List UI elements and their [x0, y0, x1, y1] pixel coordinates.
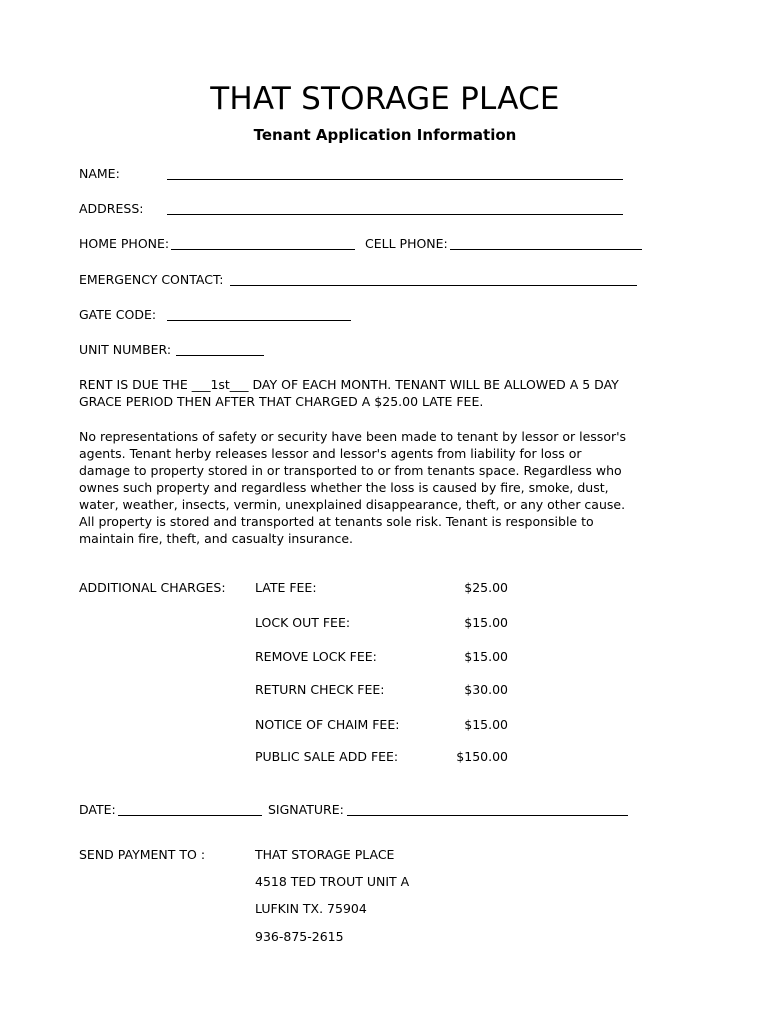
date-field[interactable] [118, 815, 262, 816]
charge-amount: $150.00 [456, 749, 508, 764]
cell-phone-label: CELL PHONE: [365, 236, 448, 251]
payment-phone: 936-875-2615 [255, 929, 344, 944]
charge-name: NOTICE OF CHAIM FEE: [255, 717, 400, 732]
charge-amount: $25.00 [464, 580, 508, 595]
page-title: THAT STORAGE PLACE [210, 81, 560, 117]
charge-amount: $15.00 [464, 717, 508, 732]
charge-name: REMOVE LOCK FEE: [255, 649, 377, 664]
disclaimer-line: All property is stored and transported at tenants sole risk. Tenant is responsible to [79, 514, 594, 529]
emergency-contact-label: EMERGENCY CONTACT: [79, 272, 224, 287]
disclaimer-line: No representations of safety or security have been made to tenant by lessor or lessor's [79, 429, 627, 444]
charge-amount: $30.00 [464, 682, 508, 697]
payment-address-line: 4518 TED TROUT UNIT A [255, 874, 410, 889]
address-field[interactable] [167, 214, 623, 215]
signature-field[interactable] [347, 815, 628, 816]
rent-terms [79, 376, 689, 410]
charge-name: LATE FEE: [255, 580, 317, 595]
charge-amount: $15.00 [464, 649, 508, 664]
send-payment-label: SEND PAYMENT TO : [79, 847, 206, 862]
liability-disclaimer [79, 428, 689, 547]
charge-name: PUBLIC SALE ADD FEE: [255, 749, 399, 764]
home-phone-field[interactable] [171, 249, 355, 250]
disclaimer-line: ownes such property and regardless whether the loss is caused by fire, smoke, dust, [79, 480, 609, 495]
address-label: ADDRESS: [79, 201, 144, 216]
date-label: DATE: [79, 802, 116, 817]
gate-code-field[interactable] [167, 320, 351, 321]
disclaimer-line: maintain fire, theft, and casualty insurance. [79, 531, 354, 546]
disclaimer-line: water, weather, insects, vermin, unexplained disappearance, theft, or any other cause. [79, 497, 626, 512]
charge-name: LOCK OUT FEE: [255, 615, 351, 630]
additional-charges-label: ADDITIONAL CHARGES: [79, 580, 226, 595]
unit-number-label: UNIT NUMBER: [79, 342, 172, 357]
disclaimer-line: agents. Tenant herby releases lessor and lessor's agents from liability for loss or [79, 446, 582, 461]
payment-address-line: THAT STORAGE PLACE [255, 847, 395, 862]
emergency-contact-field[interactable] [230, 285, 637, 286]
rent-line: GRACE PERIOD THEN AFTER THAT CHARGED A $25.00 LATE FEE. [79, 394, 484, 409]
gate-code-label: GATE CODE: [79, 307, 157, 322]
charge-name: RETURN CHECK FEE: [255, 682, 385, 697]
disclaimer-line: damage to property stored in or transported to or from tenants space. Regardless who [79, 463, 622, 478]
charge-amount: $15.00 [464, 615, 508, 630]
signature-label: SIGNATURE: [268, 802, 344, 817]
name-label: NAME: [79, 166, 120, 181]
cell-phone-field[interactable] [450, 249, 642, 250]
rent-line: RENT IS DUE THE ___1st___ DAY OF EACH MONTH. TENANT WILL BE ALLOWED A 5 DAY [79, 377, 619, 392]
page-subtitle: Tenant Application Information [253, 126, 517, 144]
name-field[interactable] [167, 179, 623, 180]
home-phone-label: HOME PHONE: [79, 236, 170, 251]
unit-number-field[interactable] [176, 355, 264, 356]
payment-address-line: LUFKIN TX. 75904 [255, 901, 367, 916]
